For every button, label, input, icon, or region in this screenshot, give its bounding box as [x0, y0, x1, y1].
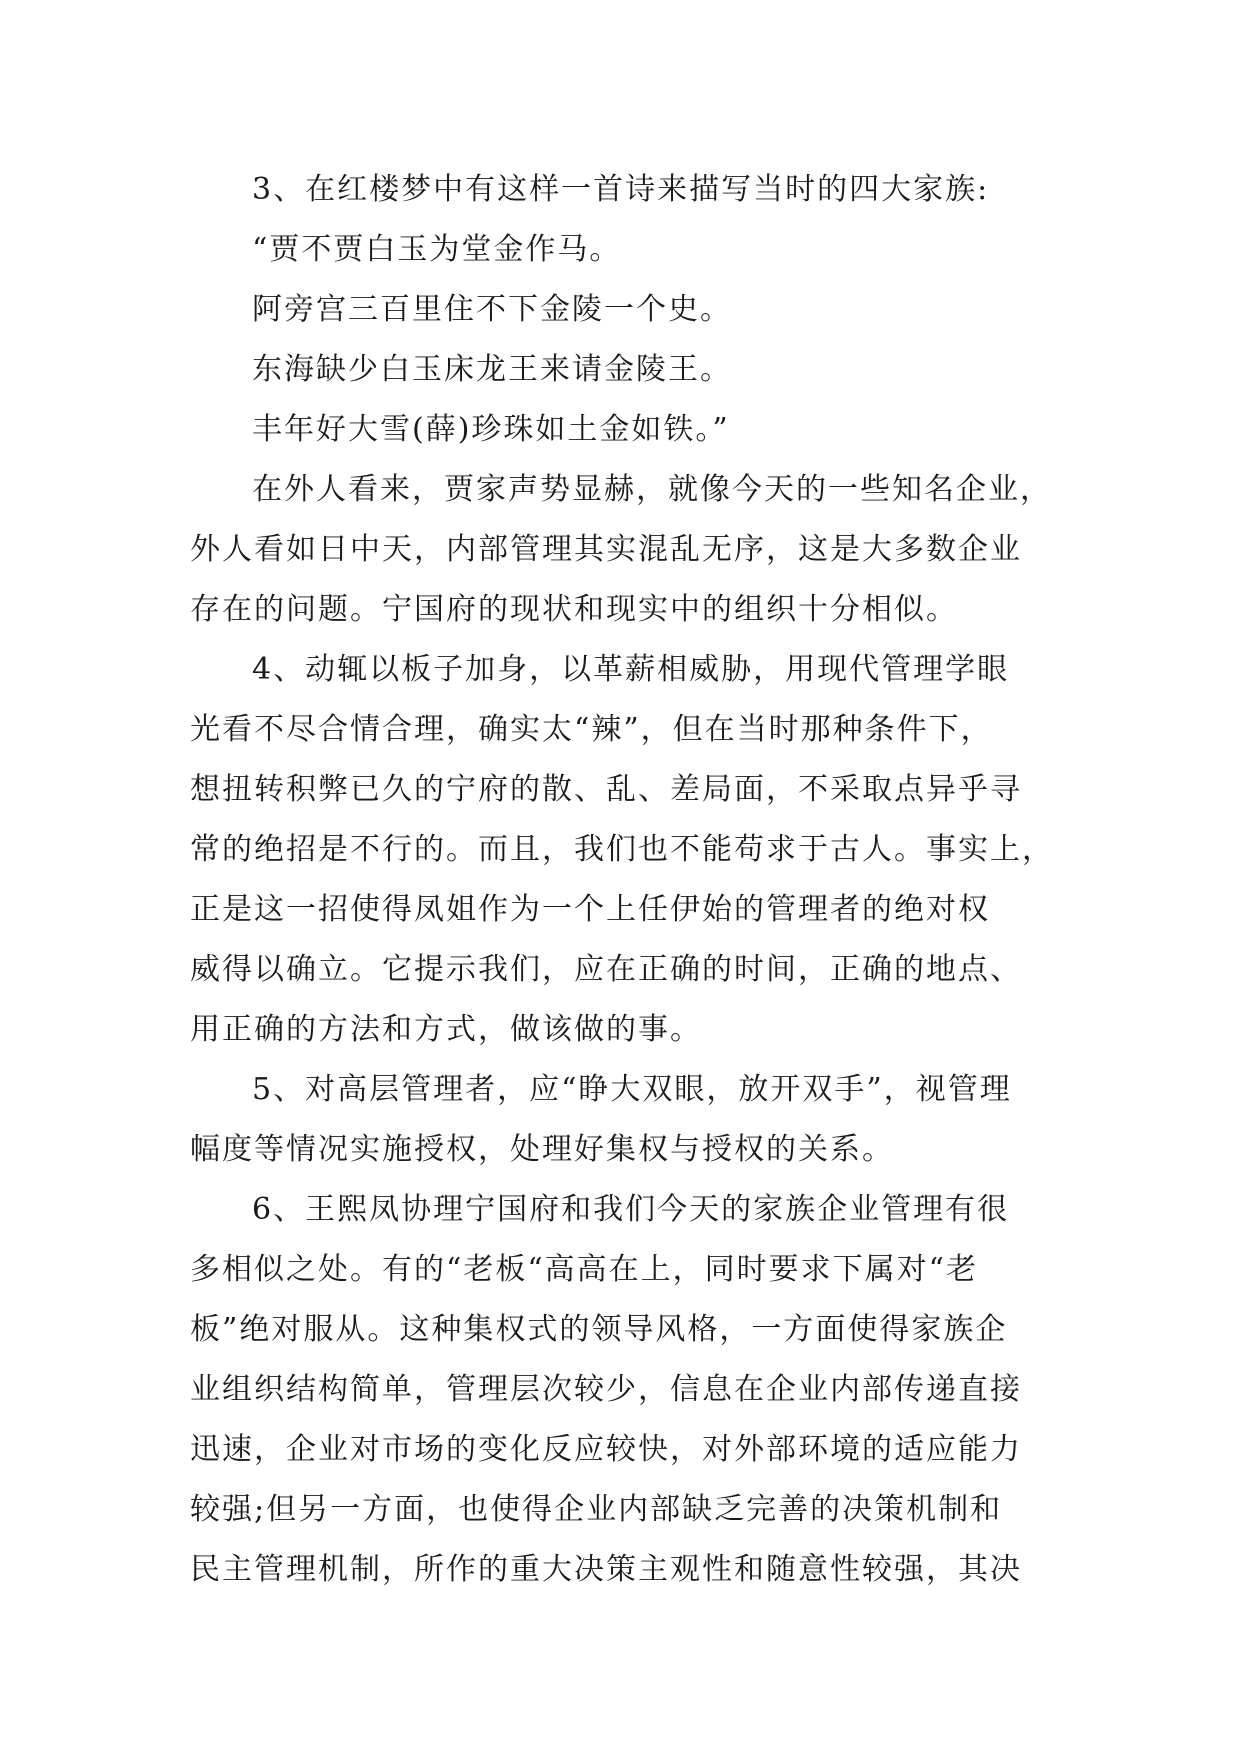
text-line: 外人看如日中天，内部管理其实混乱无序，这是大多数企业 [190, 532, 1022, 567]
text-line: “贾不贾白玉为堂金作马。 [252, 232, 622, 267]
text-line: 5、对高层管理者，应“睁大双眼，放开双手”，视管理 [252, 1072, 1012, 1107]
text-line: 东海缺少白玉床龙王来请金陵王。 [252, 352, 732, 387]
text-line: 6、王熙凤协理宁国府和我们今天的家族企业管理有很 [252, 1192, 1010, 1227]
text-line: 正是这一招使得凤姐作为一个上任伊始的管理者的绝对权 [190, 892, 990, 927]
text-line: 板”绝对服从。这种集权式的领导风格，一方面使得家族企 [190, 1312, 1008, 1347]
text-line: 威得以确立。它提示我们，应在正确的时间，正确的地点、 [190, 952, 1022, 987]
text-line: 较强;但另一方面，也使得企业内部缺乏完善的决策机制和 [190, 1492, 1003, 1527]
text-line: 幅度等情况实施授权，处理好集权与授权的关系。 [190, 1132, 894, 1167]
text-line: 业组织结构简单，管理层次较少，信息在企业内部传递直接 [190, 1372, 1022, 1407]
text-line: 3、在红楼梦中有这样一首诗来描写当时的四大家族: [252, 172, 990, 207]
text-line: 用正确的方法和方式，做该做的事。 [190, 1012, 702, 1047]
text-line: 光看不尽合情合理，确实太“辣”，但在当时那种条件下， [190, 712, 993, 747]
text-line: 多相似之处。有的“老板“高高在上，同时要求下属对“老 [190, 1252, 979, 1287]
text-line: 常的绝招是不行的。而且，我们也不能苟求于古人。事实上， [190, 832, 1054, 867]
text-line: 丰年好大雪(薛)珍珠如土金如铁。” [252, 412, 730, 447]
text-line: 在外人看来，贾家声势显赫，就像今天的一些知名企业， [252, 472, 1052, 507]
text-line: 存在的问题。宁国府的现状和现实中的组织十分相似。 [190, 592, 958, 627]
text-line: 想扭转积弊已久的宁府的散、乱、差局面，不采取点异乎寻 [190, 772, 1022, 807]
text-line: 4、动辄以板子加身，以革薪相威胁，用现代管理学眼 [252, 652, 1010, 687]
text-line: 迅速，企业对市场的变化反应较快，对外部环境的适应能力 [190, 1432, 1022, 1467]
document-body [190, 160, 1070, 1600]
text-line: 阿旁宫三百里住不下金陵一个史。 [252, 292, 732, 327]
text-line: 民主管理机制，所作的重大决策主观性和随意性较强，其决 [190, 1552, 1022, 1587]
